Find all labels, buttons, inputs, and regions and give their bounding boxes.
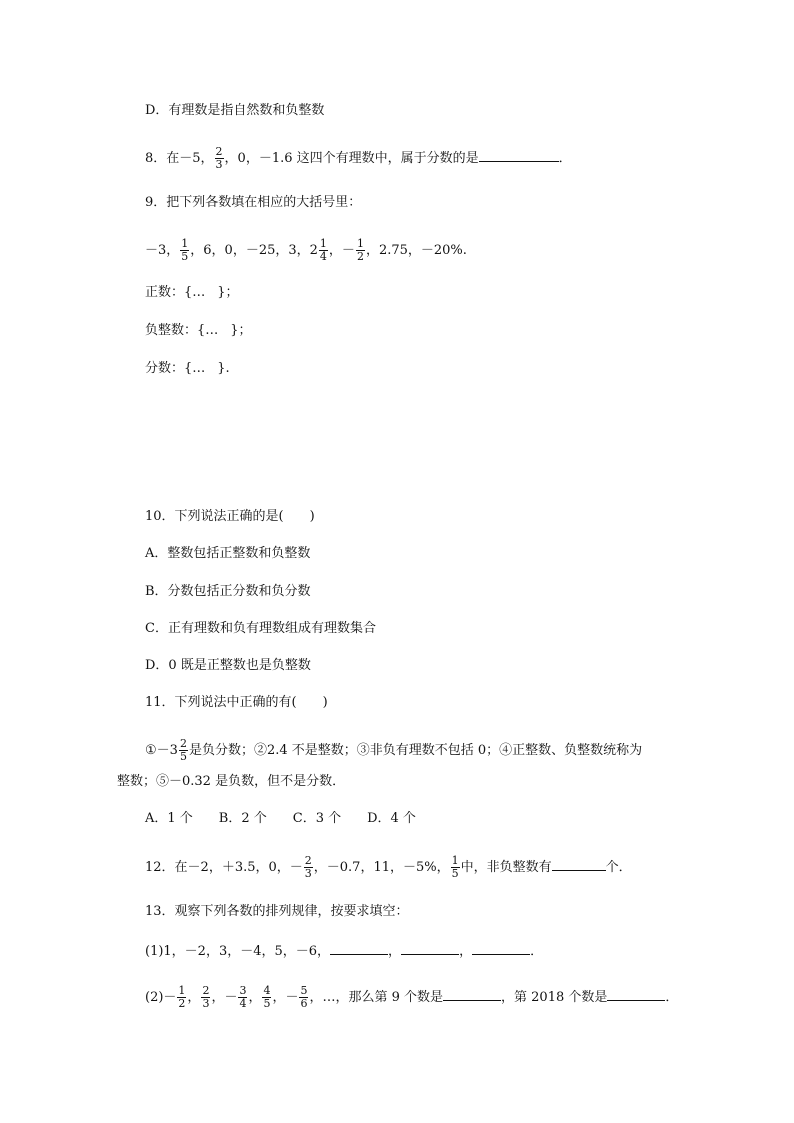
q13-fraction-c: [238, 985, 247, 1010]
q13-p1-end: ．: [530, 944, 544, 959]
q9-positive-set: [145, 284, 239, 302]
q13-p1-blank-3[interactable]: [472, 941, 530, 955]
q13-c-num: 3: [239, 984, 247, 997]
q9-neg-int-label: 负整数：{…: [145, 323, 219, 338]
q9-number-list: [145, 238, 467, 263]
q9-f3-num: 1: [356, 237, 364, 250]
q11-statement-line-2: 整数；⑤－0.32 是负数，但不是分数．: [117, 774, 346, 789]
q11-fraction: [179, 738, 188, 763]
q13-p1-text: (1)1，－2，3，－4，5，－6，: [145, 944, 331, 959]
q13-p2-mid: ，…，那么第 9 个数是: [309, 990, 444, 1005]
q12-mid: ，－0.7，11，－5%，: [313, 860, 450, 875]
q9-f1-den: 5: [181, 250, 189, 263]
q13-c1: ，: [187, 990, 201, 1005]
q13-fraction-b: [201, 985, 210, 1010]
q13-p1-blank-2[interactable]: [401, 941, 459, 955]
q11-frac-num: 2: [179, 737, 187, 750]
q9-f2-num: 1: [319, 237, 327, 250]
q13-p1-sep-1: ，: [388, 944, 402, 959]
q11-statement-line-1: [145, 738, 642, 763]
q7-option-d: D．有理数是指自然数和负整数: [145, 103, 325, 118]
q11-s1-pre: ①－3: [145, 743, 178, 758]
q12-answer-blank[interactable]: [552, 857, 606, 871]
q9-fraction-label: 分数：{…: [145, 361, 206, 376]
q12-f1-den: 3: [304, 867, 312, 880]
q13-stem: 13．观察下列各数的排列规律，按要求填空：: [145, 904, 409, 919]
q9-neg-int-end: }；: [230, 323, 252, 338]
q13-p2-end: ．: [665, 990, 679, 1005]
q13-part-1: [145, 941, 543, 961]
q8-frac-num: 2: [215, 145, 223, 158]
q13-p1-blank-1[interactable]: [330, 941, 388, 955]
q9-n1: －3，: [145, 243, 180, 258]
q8-frac-den: 3: [215, 158, 223, 171]
q11-stem: 11．下列说法中正确的有( ): [145, 695, 328, 710]
q9-n3: ，－: [328, 243, 355, 258]
q8-post: ，0，－1.6 这四个有理数中，属于分数的是: [224, 151, 479, 166]
q12-fraction-2: [451, 855, 460, 880]
q13-a-den: 2: [178, 997, 186, 1010]
q10-option-c: C．正有理数和负有理数组成有理数集合: [145, 621, 376, 636]
q13-e-den: 6: [300, 997, 308, 1010]
q12-pre: 12．在－2，＋3.5，0，－: [145, 860, 303, 875]
q9-n4: ，2.75，－20%.: [365, 243, 467, 258]
q12-end: 个．: [605, 860, 632, 875]
q8-answer-blank[interactable]: [479, 148, 559, 162]
q9-fraction-3: [356, 238, 365, 263]
q13-fraction-a: [177, 985, 186, 1010]
q9-fraction-set: [145, 360, 230, 378]
q11-s1-post: 是负分数；②2.4 不是整数；③非负有理数不包括 0；④正整数、负整数统称为: [188, 743, 643, 758]
q13-e-num: 5: [300, 984, 308, 997]
q13-fraction-d: [262, 985, 271, 1010]
q13-c4: ，－: [272, 990, 299, 1005]
q9-f2-den: 4: [319, 250, 327, 263]
q10-option-b: B．分数包括正分数和负分数: [145, 584, 311, 599]
q13-d-den: 5: [263, 997, 271, 1010]
q13-p2-blank-1[interactable]: [443, 987, 501, 1001]
q13-part-2: [145, 985, 678, 1010]
q12-f2-den: 5: [451, 867, 459, 880]
q13-a-num: 1: [178, 984, 186, 997]
q8-pre: 8．在－5，: [145, 151, 214, 166]
q9-n2: ，6，0，－25，3，2: [190, 243, 318, 258]
q13-p2-pre: (2)－: [145, 990, 177, 1005]
q13-c3: ，: [248, 990, 262, 1005]
q10-option-a: A．整数包括正整数和负整数: [145, 546, 311, 561]
q8-fraction: [215, 146, 224, 171]
q9-stem: 9．把下列各数填在相应的大括号里：: [145, 195, 362, 210]
q13-b-den: 3: [202, 997, 210, 1010]
q11-frac-den: 5: [179, 750, 187, 763]
q9-fraction-2: [319, 238, 328, 263]
q9-positive-end: }；: [217, 285, 239, 300]
q13-d-num: 4: [263, 984, 271, 997]
q10-option-d: D．0 既是正整数也是负整数: [145, 658, 311, 673]
q12-f1-num: 2: [304, 854, 312, 867]
q10-stem: 10．下列说法正确的是( ): [145, 509, 315, 524]
q11-options: A．1 个 B．2 个 C．3 个 D．4 个: [145, 811, 416, 826]
q13-b-num: 2: [202, 984, 210, 997]
q13-p2-mid2: ，第 2018 个数是: [501, 990, 608, 1005]
q9-fraction-1: [180, 238, 189, 263]
q13-c2: ，－: [211, 990, 238, 1005]
question-8: [145, 146, 572, 171]
q9-f1-num: 1: [181, 237, 189, 250]
q12-f2-num: 1: [451, 854, 459, 867]
q8-end: ．: [558, 151, 572, 166]
q12-fraction-1: [304, 855, 313, 880]
q13-p2-blank-2[interactable]: [607, 987, 665, 1001]
q9-positive-label: 正数：{…: [145, 285, 206, 300]
q13-c-den: 4: [239, 997, 247, 1010]
q12-post: 中，非负整数有: [460, 860, 552, 875]
q13-p1-sep-2: ，: [459, 944, 473, 959]
question-12: [145, 855, 632, 880]
q13-fraction-e: [299, 985, 308, 1010]
q9-f3-den: 2: [356, 250, 364, 263]
q9-fraction-end: }.: [217, 361, 230, 376]
q9-negative-integer-set: [145, 322, 252, 340]
